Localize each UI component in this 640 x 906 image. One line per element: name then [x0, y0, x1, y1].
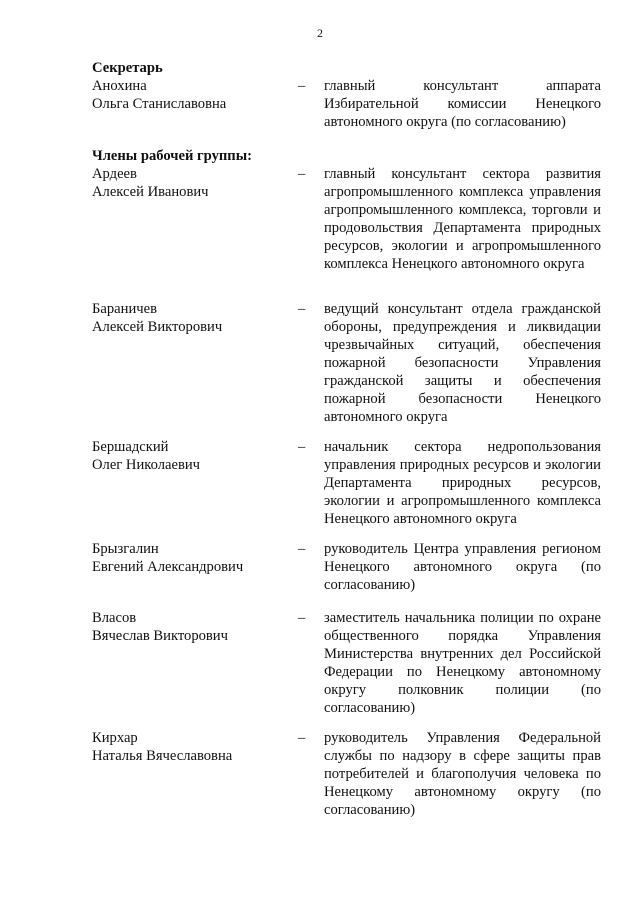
position-text: ведущий консультант отдела гражданской обороны, предупреждения и ликвидации чрезвычайных ситуаций, обеспечения пожарной безопасности Управления гражданской защиты и обеспечения пожарной безопасности Ненецкого автономного округа	[324, 301, 601, 425]
person-name	[92, 77, 292, 113]
dash: –	[298, 166, 306, 182]
person-name	[92, 300, 292, 336]
position-text: руководитель Управления Федеральной службы по надзору в сфере защиты прав потребителей и благополучия человека по Ненецкому автономному округу (по согласованию)	[324, 730, 601, 818]
position-text: главный консультант аппарата Избирательной комиссии Ненецкого автономного округа (по согласованию)	[324, 78, 601, 130]
given-names: Вячеслав Викторович	[92, 628, 228, 644]
person-name	[92, 438, 292, 474]
surname: Бершадский	[92, 439, 169, 455]
given-names: Алексей Викторович	[92, 319, 223, 335]
surname: Кирхар	[92, 730, 138, 746]
page-number: 2	[317, 26, 323, 40]
given-names: Алексей Иванович	[92, 184, 209, 200]
members-heading: Члены рабочей группы:	[92, 148, 252, 164]
person-name	[92, 729, 292, 765]
person-name	[92, 540, 292, 576]
position-text: заместитель начальника полиции по охране общественного порядка Управления Министерства внутренних дел Российской Федерации по Ненецкому автономному округу полковник полиции (по согласованию)	[324, 610, 601, 716]
dash: –	[298, 301, 306, 317]
position-text: главный консультант сектора развития агропромышленного комплекса управления агропромышленного комплекса, торговли и продовольствия Департамента природных ресурсов, экологии и агропромышленного комплекса Ненецкого автономного округа	[324, 166, 601, 272]
given-names: Ольга Станиславовна	[92, 96, 227, 112]
dash: –	[298, 78, 306, 94]
surname: Ардеев	[92, 166, 137, 182]
given-names: Евгений Александрович	[92, 559, 244, 575]
dash: –	[298, 439, 306, 455]
given-names: Наталья Вячеславовна	[92, 748, 233, 764]
person-name	[92, 165, 292, 201]
dash: –	[298, 730, 306, 746]
surname: Брызгалин	[92, 541, 159, 557]
dash: –	[298, 610, 306, 626]
surname: Власов	[92, 610, 137, 626]
given-names: Олег Николаевич	[92, 457, 201, 473]
person-name	[92, 609, 292, 645]
dash: –	[298, 541, 306, 557]
secretary-heading: Секретарь	[92, 60, 163, 76]
surname: Бараничев	[92, 301, 157, 317]
position-text: руководитель Центра управления регионом Ненецкого автономного округа (по согласованию)	[324, 541, 601, 593]
position-text: начальник сектора недропользования управления природных ресурсов и экологии Департамента природных ресурсов, экологии и агропромышленного комплекса Ненецкого автономного округа	[324, 439, 601, 527]
surname: Анохина	[92, 78, 147, 94]
